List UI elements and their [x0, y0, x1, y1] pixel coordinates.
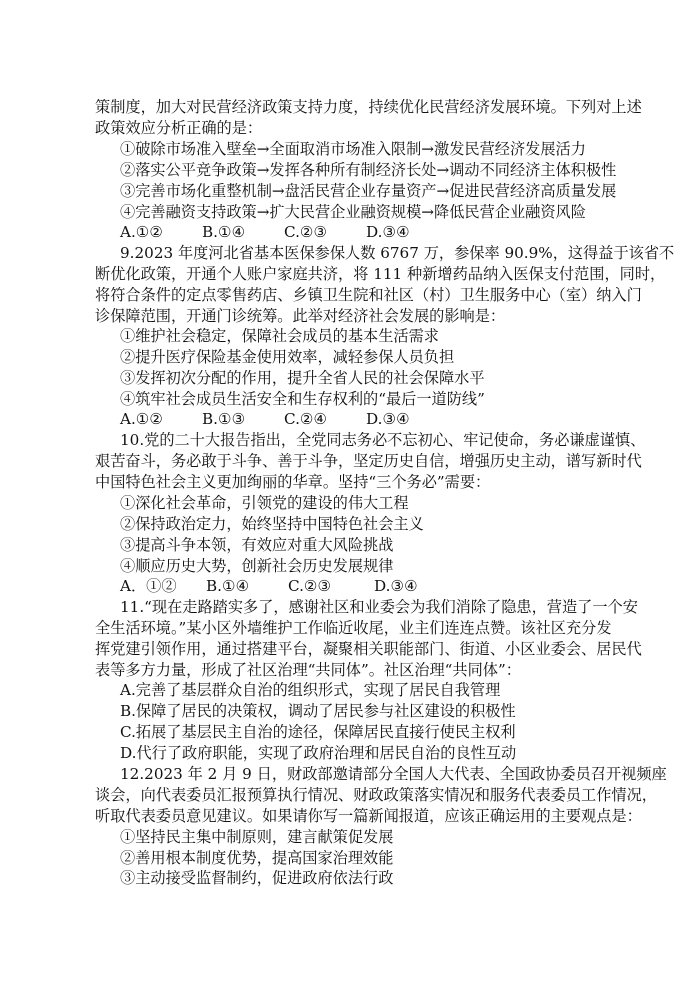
answer-choices: [120, 222, 410, 242]
text-line: 表等多方力量，形成了社区治理“共同体”。社区治理“共同体”：: [95, 661, 521, 679]
answer-choices: [120, 409, 410, 429]
option-statement: ②提升医疗保险基金使用效率，减轻参保人员负担: [120, 348, 455, 366]
option-statement: ③提高斗争本领，有效应对重大风险挑战: [120, 536, 394, 554]
text-line: 将符合条件的定点零售药店、乡镇卫生院和社区（村）卫生服务中心（室）纳入门: [95, 286, 642, 304]
choice-d: D.③④: [366, 223, 410, 241]
text-line: 挥党建引领作用，通过搭建平台，凝聚相关职能部门、街道、小区业委会、居民代: [95, 640, 642, 658]
option-statement: ①坚持民主集中制原则，建言献策促发展: [120, 828, 394, 846]
choice-a: A．①②: [120, 577, 177, 595]
question-9-stem: 9.2023 年度河北省基本医保参保人数 6767 万，参保率 90.9%，这得益于该省不: [120, 244, 675, 262]
option-statement: ④完善融资支持政策→扩大民营企业融资规模→降低民营企业融资风险: [120, 203, 586, 221]
choice-c: C.②③: [288, 577, 332, 595]
choice-c: C.拓展了基层民主自治的途径，保障居民直接行使民主权利: [120, 723, 516, 741]
option-statement: ②落实公平竞争政策→发挥各种所有制经济长处→调动不同经济主体积极性: [120, 161, 617, 179]
option-statement: ③主动接受监督制约，促进政府依法行政: [120, 869, 394, 887]
choice-b: B.①④: [206, 577, 250, 595]
text-line: 谈会，向代表委员汇报预算执行情况、财政政策落实情况和服务代表委员工作情况，: [95, 786, 657, 804]
answer-choices: [120, 576, 418, 596]
choice-b: B.①③: [202, 410, 246, 428]
choice-a: A.①②: [120, 410, 164, 428]
text-line: 诊保障范围，开通门诊统筹。此举对经济社会发展的影响是：: [95, 307, 506, 325]
option-statement: ①深化社会革命，引领党的建设的伟大工程: [120, 494, 409, 512]
option-statement: ②善用根本制度优势，提高国家治理效能: [120, 849, 394, 867]
choice-b: B.保障了居民的决策权，调动了居民参与社区建设的积极性: [120, 702, 516, 720]
text-line: 策制度，加大对民营经济政策支持力度，持续优化民营经济发展环境。下列对上述: [95, 98, 642, 116]
choice-d: D.③④: [366, 410, 410, 428]
choice-a: A.①②: [120, 223, 164, 241]
text-line: 听取代表委员意见建议。如果请你写一篇新闻报道，应该正确运用的主要观点是：: [95, 807, 642, 825]
option-statement: ①破除市场准入壁垒→全面取消市场准入限制→激发民营经济发展活力: [120, 140, 586, 158]
text-line: 艰苦奋斗，务必敢于斗争、善于斗争，坚定历史自信，增强历史主动，谱写新时代: [95, 452, 642, 470]
text-line: 中国特色社会主义更加绚丽的华章。坚持“三个务必”需要：: [95, 473, 491, 491]
option-statement: ②保持政治定力，始终坚持中国特色社会主义: [120, 515, 424, 533]
choice-d: D.③④: [374, 577, 418, 595]
choice-d: D.代行了政府职能，实现了政府治理和居民自治的良性互动: [120, 744, 517, 762]
text-line: 政策效应分析正确的是：: [95, 119, 263, 137]
choice-b: B.①④: [202, 223, 246, 241]
question-12-stem: 12.2023 年 2 月 9 日，财政部邀请部分全国人大代表、全国政协委员召开视频座: [120, 765, 667, 783]
text-line: 全生活环境。”某小区外墙维护工作临近收尾，业主们连连点赞。该社区充分发: [95, 619, 612, 637]
text-line: 断优化政策，开通个人账户家庭共济，将 111 种新增药品纳入医保支付范围，同时，: [95, 265, 666, 283]
choice-c: C.②④: [284, 410, 328, 428]
option-statement: ④筑牢社会成员生活安全和生存权利的“最后一道防线”: [120, 390, 485, 408]
choice-c: C.②③: [284, 223, 328, 241]
option-statement: ③发挥初次分配的作用，提升全省人民的社会保障水平: [120, 369, 485, 387]
question-11-stem: 11.“现在走路踏实多了，感谢社区和业委会为我们消除了隐患，营造了一个安: [120, 598, 638, 616]
option-statement: ③完善市场化重整机制→盘活民营企业存量资产→促进民营经济高质量发展: [120, 182, 617, 200]
choice-a: A.完善了基层群众自治的组织形式，实现了居民自我管理: [120, 681, 501, 699]
option-statement: ④顺应历史大势，创新社会历史发展规律: [120, 557, 394, 575]
option-statement: ①维护社会稳定，保障社会成员的基本生活需求: [120, 327, 439, 345]
question-10-stem: 10.党的二十大报告指出，全党同志务必不忘初心、牢记使命，务必谦虚谨慎、: [120, 431, 646, 449]
